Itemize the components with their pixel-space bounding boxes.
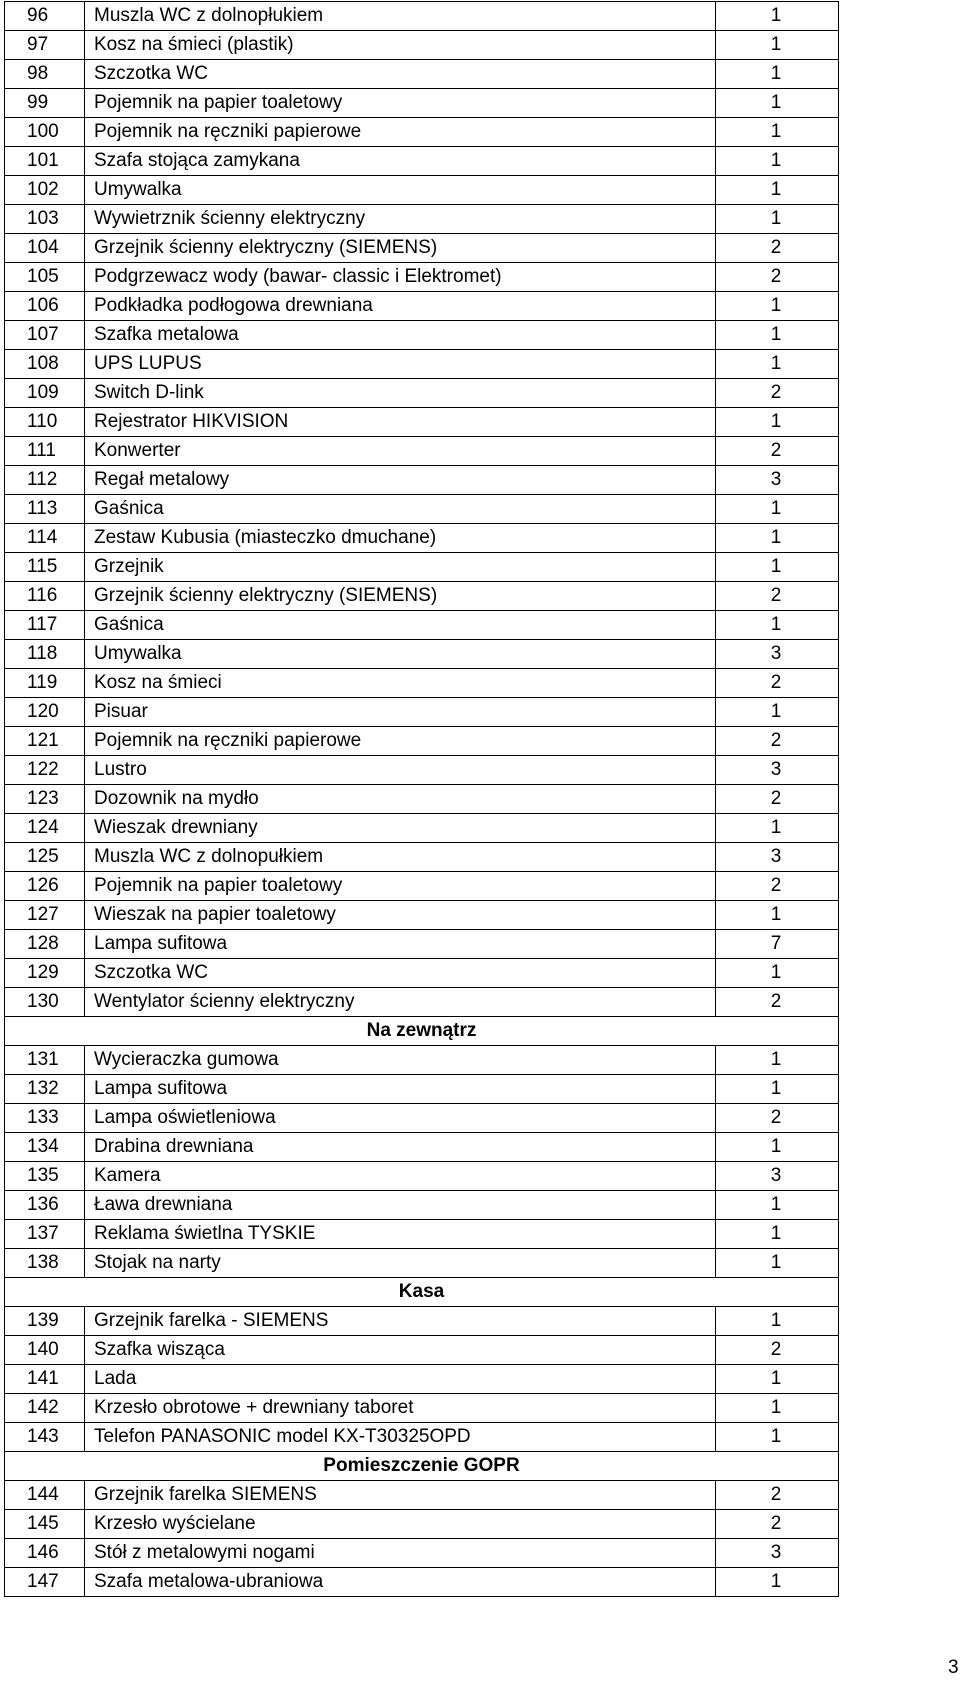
item-quantity-cell: 1: [716, 118, 839, 147]
item-name-cell: Szafa metalowa-ubraniowa: [85, 1568, 716, 1597]
item-number-cell: 146: [5, 1539, 85, 1568]
item-quantity-cell: 1: [716, 1191, 839, 1220]
table-row: [5, 785, 839, 814]
item-name-cell: Muszla WC z dolnopułkiem: [85, 843, 716, 872]
item-quantity-cell: 1: [716, 60, 839, 89]
item-name-cell: Ława drewniana: [85, 1191, 716, 1220]
item-number-cell: 141: [5, 1365, 85, 1394]
item-quantity-cell: 2: [716, 437, 839, 466]
table-row: [5, 31, 839, 60]
item-name-cell: Konwerter: [85, 437, 716, 466]
item-number-cell: 100: [5, 118, 85, 147]
item-quantity-cell: 2: [716, 1336, 839, 1365]
item-quantity-cell: 1: [716, 205, 839, 234]
item-quantity-cell: 1: [716, 814, 839, 843]
item-name-cell: Telefon PANASONIC model KX-T30325OPD: [85, 1423, 716, 1452]
item-number-cell: 116: [5, 582, 85, 611]
table-row: [5, 1133, 839, 1162]
item-name-cell: Pojemnik na papier toaletowy: [85, 89, 716, 118]
table-row: [5, 959, 839, 988]
item-name-cell: Szafka wisząca: [85, 1336, 716, 1365]
item-number-cell: 147: [5, 1568, 85, 1597]
item-name-cell: Wieszak drewniany: [85, 814, 716, 843]
item-name-cell: Grzejnik: [85, 553, 716, 582]
item-name-cell: Pisuar: [85, 698, 716, 727]
item-name-cell: Grzejnik ścienny elektryczny (SIEMENS): [85, 582, 716, 611]
item-name-cell: Kosz na śmieci: [85, 669, 716, 698]
table-row: [5, 553, 839, 582]
item-number-cell: 110: [5, 408, 85, 437]
table-row: [5, 843, 839, 872]
item-quantity-cell: 1: [716, 1365, 839, 1394]
table-row: [5, 1510, 839, 1539]
table-row: [5, 1075, 839, 1104]
item-number-cell: 135: [5, 1162, 85, 1191]
table-row: [5, 205, 839, 234]
table-row: [5, 727, 839, 756]
item-number-cell: 143: [5, 1423, 85, 1452]
table-row: [5, 1191, 839, 1220]
item-quantity-cell: 2: [716, 669, 839, 698]
item-name-cell: Podkładka podłogowa drewniana: [85, 292, 716, 321]
item-number-cell: 97: [5, 31, 85, 60]
table-row: [5, 437, 839, 466]
item-number-cell: 136: [5, 1191, 85, 1220]
item-number-cell: 131: [5, 1046, 85, 1075]
item-quantity-cell: 2: [716, 263, 839, 292]
table-row: [5, 1336, 839, 1365]
item-name-cell: Muszla WC z dolnopłukiem: [85, 2, 716, 31]
item-number-cell: 121: [5, 727, 85, 756]
item-name-cell: Pojemnik na ręczniki papierowe: [85, 118, 716, 147]
item-name-cell: UPS LUPUS: [85, 350, 716, 379]
section-title: Kasa: [5, 1278, 839, 1307]
item-quantity-cell: 1: [716, 1394, 839, 1423]
item-number-cell: 118: [5, 640, 85, 669]
item-name-cell: Podgrzewacz wody (bawar- classic i Elektromet): [85, 263, 716, 292]
item-name-cell: Kamera: [85, 1162, 716, 1191]
item-number-cell: 109: [5, 379, 85, 408]
item-number-cell: 138: [5, 1249, 85, 1278]
item-quantity-cell: 1: [716, 147, 839, 176]
item-quantity-cell: 1: [716, 321, 839, 350]
item-quantity-cell: 1: [716, 524, 839, 553]
item-number-cell: 102: [5, 176, 85, 205]
item-name-cell: Pojemnik na ręczniki papierowe: [85, 727, 716, 756]
item-number-cell: 101: [5, 147, 85, 176]
item-quantity-cell: 2: [716, 582, 839, 611]
item-name-cell: Umywalka: [85, 176, 716, 205]
item-quantity-cell: 1: [716, 1423, 839, 1452]
item-quantity-cell: 2: [716, 785, 839, 814]
table-row: [5, 669, 839, 698]
item-number-cell: 108: [5, 350, 85, 379]
item-name-cell: Umywalka: [85, 640, 716, 669]
section-header-row: [5, 1017, 839, 1046]
item-number-cell: 134: [5, 1133, 85, 1162]
table-row: [5, 756, 839, 785]
table-row: [5, 1046, 839, 1075]
item-name-cell: Stojak na narty: [85, 1249, 716, 1278]
item-quantity-cell: 1: [716, 1307, 839, 1336]
item-number-cell: 98: [5, 60, 85, 89]
item-number-cell: 139: [5, 1307, 85, 1336]
item-quantity-cell: 1: [716, 1046, 839, 1075]
table-row: [5, 321, 839, 350]
item-name-cell: Reklama świetlna TYSKIE: [85, 1220, 716, 1249]
item-number-cell: 129: [5, 959, 85, 988]
item-quantity-cell: 3: [716, 843, 839, 872]
item-number-cell: 119: [5, 669, 85, 698]
item-number-cell: 103: [5, 205, 85, 234]
page-number: 3: [948, 1657, 959, 1678]
item-number-cell: 145: [5, 1510, 85, 1539]
table-row: [5, 147, 839, 176]
item-name-cell: Szczotka WC: [85, 959, 716, 988]
item-name-cell: Regał metalowy: [85, 466, 716, 495]
item-quantity-cell: 1: [716, 553, 839, 582]
item-number-cell: 117: [5, 611, 85, 640]
table-row: [5, 466, 839, 495]
item-quantity-cell: 1: [716, 1568, 839, 1597]
table-row: [5, 872, 839, 901]
item-number-cell: 124: [5, 814, 85, 843]
item-name-cell: Wycieraczka gumowa: [85, 1046, 716, 1075]
item-name-cell: Switch D-link: [85, 379, 716, 408]
table-row: [5, 611, 839, 640]
table-row: [5, 698, 839, 727]
item-number-cell: 107: [5, 321, 85, 350]
table-row: [5, 89, 839, 118]
table-row: [5, 640, 839, 669]
item-number-cell: 99: [5, 89, 85, 118]
item-number-cell: 137: [5, 1220, 85, 1249]
item-quantity-cell: 1: [716, 1220, 839, 1249]
item-number-cell: 128: [5, 930, 85, 959]
item-quantity-cell: 1: [716, 31, 839, 60]
table-row: [5, 1365, 839, 1394]
item-name-cell: Szafka metalowa: [85, 321, 716, 350]
item-number-cell: 130: [5, 988, 85, 1017]
table-row: [5, 1481, 839, 1510]
table-row: [5, 263, 839, 292]
item-number-cell: 127: [5, 901, 85, 930]
item-quantity-cell: 7: [716, 930, 839, 959]
table-row: [5, 582, 839, 611]
item-name-cell: Krzesło wyścielane: [85, 1510, 716, 1539]
item-quantity-cell: 3: [716, 1539, 839, 1568]
item-name-cell: Zestaw Kubusia (miasteczko dmuchane): [85, 524, 716, 553]
item-quantity-cell: 2: [716, 988, 839, 1017]
item-quantity-cell: 2: [716, 1481, 839, 1510]
item-quantity-cell: 1: [716, 176, 839, 205]
item-number-cell: 132: [5, 1075, 85, 1104]
section-title: Pomieszczenie GOPR: [5, 1452, 839, 1481]
item-quantity-cell: 2: [716, 727, 839, 756]
table-row: [5, 118, 839, 147]
table-row: [5, 1162, 839, 1191]
table-row: [5, 524, 839, 553]
item-quantity-cell: 3: [716, 640, 839, 669]
table-row: [5, 495, 839, 524]
table-row: [5, 1307, 839, 1336]
item-number-cell: 96: [5, 2, 85, 31]
item-quantity-cell: 1: [716, 959, 839, 988]
item-quantity-cell: 1: [716, 901, 839, 930]
item-quantity-cell: 3: [716, 756, 839, 785]
item-name-cell: Lampa sufitowa: [85, 930, 716, 959]
table-row: [5, 408, 839, 437]
item-number-cell: 115: [5, 553, 85, 582]
item-quantity-cell: 1: [716, 292, 839, 321]
table-row: [5, 176, 839, 205]
item-name-cell: Lampa sufitowa: [85, 1075, 716, 1104]
item-number-cell: 104: [5, 234, 85, 263]
table-row: [5, 1249, 839, 1278]
item-quantity-cell: 1: [716, 350, 839, 379]
item-name-cell: Dozownik na mydło: [85, 785, 716, 814]
item-name-cell: Lustro: [85, 756, 716, 785]
table-row: [5, 234, 839, 263]
table-row: [5, 60, 839, 89]
section-title: Na zewnątrz: [5, 1017, 839, 1046]
table-row: [5, 814, 839, 843]
item-name-cell: Grzejnik ścienny elektryczny (SIEMENS): [85, 234, 716, 263]
item-number-cell: 123: [5, 785, 85, 814]
item-name-cell: Szczotka WC: [85, 60, 716, 89]
item-name-cell: Wieszak na papier toaletowy: [85, 901, 716, 930]
table-row: [5, 379, 839, 408]
item-number-cell: 111: [5, 437, 85, 466]
item-quantity-cell: 1: [716, 408, 839, 437]
item-quantity-cell: 2: [716, 234, 839, 263]
item-quantity-cell: 1: [716, 2, 839, 31]
item-name-cell: Krzesło obrotowe + drewniany taboret: [85, 1394, 716, 1423]
table-row: [5, 1568, 839, 1597]
item-name-cell: Kosz na śmieci (plastik): [85, 31, 716, 60]
item-quantity-cell: 2: [716, 1510, 839, 1539]
item-name-cell: Wywietrznik ścienny elektryczny: [85, 205, 716, 234]
item-number-cell: 112: [5, 466, 85, 495]
item-quantity-cell: 1: [716, 611, 839, 640]
item-name-cell: Rejestrator HIKVISION: [85, 408, 716, 437]
item-quantity-cell: 1: [716, 1075, 839, 1104]
item-number-cell: 120: [5, 698, 85, 727]
item-name-cell: Wentylator ścienny elektryczny: [85, 988, 716, 1017]
item-quantity-cell: 1: [716, 1133, 839, 1162]
item-number-cell: 140: [5, 1336, 85, 1365]
table-row: [5, 2, 839, 31]
item-number-cell: 142: [5, 1394, 85, 1423]
item-name-cell: Stół z metalowymi nogami: [85, 1539, 716, 1568]
item-number-cell: 133: [5, 1104, 85, 1133]
item-name-cell: Szafa stojąca zamykana: [85, 147, 716, 176]
table-row: [5, 901, 839, 930]
item-number-cell: 144: [5, 1481, 85, 1510]
item-name-cell: Grzejnik farelka SIEMENS: [85, 1481, 716, 1510]
item-number-cell: 106: [5, 292, 85, 321]
table-row: [5, 1104, 839, 1133]
item-number-cell: 113: [5, 495, 85, 524]
item-number-cell: 114: [5, 524, 85, 553]
table-row: [5, 1394, 839, 1423]
item-number-cell: 125: [5, 843, 85, 872]
item-name-cell: Gaśnica: [85, 611, 716, 640]
section-header-row: [5, 1452, 839, 1481]
table-row: [5, 1539, 839, 1568]
inventory-table-body: [5, 2, 839, 1597]
item-name-cell: Lada: [85, 1365, 716, 1394]
item-name-cell: Grzejnik farelka - SIEMENS: [85, 1307, 716, 1336]
table-row: [5, 1220, 839, 1249]
table-row: [5, 988, 839, 1017]
item-number-cell: 126: [5, 872, 85, 901]
item-quantity-cell: 2: [716, 872, 839, 901]
item-number-cell: 122: [5, 756, 85, 785]
inventory-table: [4, 1, 839, 1597]
item-quantity-cell: 1: [716, 89, 839, 118]
item-name-cell: Lampa oświetleniowa: [85, 1104, 716, 1133]
item-quantity-cell: 1: [716, 698, 839, 727]
table-row: [5, 350, 839, 379]
item-quantity-cell: 1: [716, 1249, 839, 1278]
table-row: [5, 1423, 839, 1452]
item-quantity-cell: 3: [716, 1162, 839, 1191]
item-quantity-cell: 2: [716, 379, 839, 408]
item-quantity-cell: 3: [716, 466, 839, 495]
item-name-cell: Drabina drewniana: [85, 1133, 716, 1162]
item-quantity-cell: 2: [716, 1104, 839, 1133]
item-name-cell: Gaśnica: [85, 495, 716, 524]
section-header-row: [5, 1278, 839, 1307]
item-number-cell: 105: [5, 263, 85, 292]
item-quantity-cell: 1: [716, 495, 839, 524]
table-row: [5, 292, 839, 321]
table-row: [5, 930, 839, 959]
item-name-cell: Pojemnik na papier toaletowy: [85, 872, 716, 901]
